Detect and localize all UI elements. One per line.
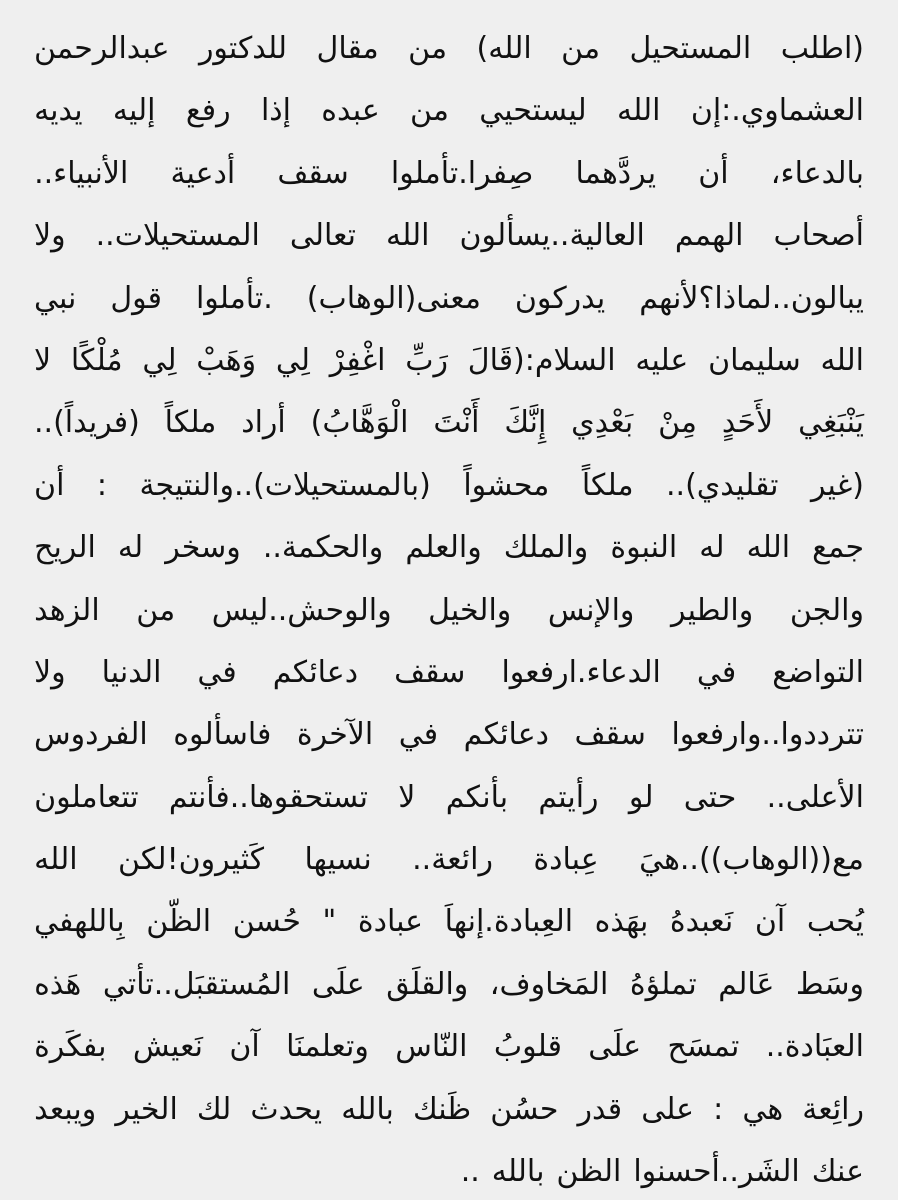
word: رفع [185, 93, 231, 129]
word: مقال [316, 31, 379, 66]
word: تتعاملون [34, 779, 139, 815]
word: ويبعد [34, 1091, 97, 1127]
text-line [34, 1016, 864, 1078]
word: سقف [394, 654, 466, 690]
text-line [34, 143, 864, 205]
word: بأنكم [445, 779, 509, 815]
word: أَنْتَ [433, 405, 480, 441]
word: السلام:(قَالَ [467, 342, 616, 378]
word: يديه [34, 93, 83, 129]
word: (بالمستحيلات)..والنتيجة [139, 467, 431, 503]
word: وَهَبْ [196, 342, 257, 378]
word: علَى [311, 966, 365, 1002]
word: محشواً [463, 467, 550, 503]
word: بالدعاء، [770, 155, 864, 191]
word: حسُن [490, 1091, 559, 1127]
word: رأيتم [538, 779, 599, 815]
word: له [699, 530, 725, 566]
word: بالله [491, 1154, 545, 1190]
word: يحدث [250, 1091, 323, 1127]
word: ولا [34, 654, 66, 690]
word: ظَنك [412, 1091, 472, 1127]
word: .تأملوا [195, 280, 273, 316]
word: ولا [34, 218, 66, 254]
word: أن [698, 155, 729, 191]
word: كَثيرون!لكن [118, 842, 265, 878]
word: المَخاوف، [489, 966, 609, 1002]
word: بالله [341, 1091, 394, 1127]
word: والعلم [405, 530, 482, 566]
word: أدعية [170, 155, 236, 191]
text-line [34, 268, 864, 330]
word: وتعلمنَا [286, 1029, 369, 1065]
word: عليه [635, 342, 689, 378]
word: النّاس [395, 1029, 468, 1065]
word: الله [617, 93, 661, 129]
word: اغْفِرْ [329, 342, 386, 378]
word: مِنْ [658, 405, 697, 441]
word: الله [820, 342, 864, 378]
word: إِنَّكَ [504, 405, 547, 441]
word: في [398, 717, 439, 753]
word: يدركون [514, 280, 606, 316]
word: حُسن [232, 904, 301, 940]
word: الله [34, 842, 78, 878]
word: النبوة [610, 530, 678, 566]
word: عِبادة [533, 842, 599, 878]
word: رائِعة [802, 1091, 864, 1127]
word: حتى [683, 779, 737, 815]
word: للدكتور [198, 31, 288, 66]
word: لك [196, 1091, 232, 1127]
word: الخير [115, 1091, 178, 1127]
word: الأنبياء.. [34, 155, 129, 191]
word: نبي [34, 280, 77, 316]
word: من [136, 592, 176, 628]
word: : [96, 467, 107, 503]
word: يبالون..لماذا؟لأنهم [639, 280, 864, 316]
text-line [34, 891, 864, 953]
word: تملؤهُ [629, 966, 697, 1002]
text-line [34, 1141, 864, 1200]
word: على [641, 1091, 695, 1127]
word: دعائكم [272, 654, 359, 690]
word: مُلْكًا [70, 342, 123, 378]
word: ملكاً [581, 467, 634, 503]
word: المُستقبَل..تأتي [102, 966, 291, 1002]
word: من [410, 93, 449, 129]
word: تعالى [289, 218, 356, 254]
text-line [34, 205, 864, 267]
word: ليستحيي [479, 93, 587, 129]
word: نَعبدهُ [669, 904, 734, 940]
word: رائعة.. [412, 842, 493, 878]
word: علَى [588, 1029, 642, 1065]
text-line [34, 392, 864, 454]
word: تستحقوها..فأنتم [168, 779, 369, 815]
word: الله) [476, 31, 532, 66]
word: قلوبُ [493, 1029, 562, 1065]
word: الآخرة [296, 717, 374, 753]
text-line [34, 829, 864, 891]
word: قدر [577, 1091, 623, 1127]
word: : [713, 1091, 724, 1127]
text-line [34, 517, 864, 579]
word: عبادة [357, 904, 424, 940]
word: رَبِّ [405, 342, 449, 378]
word: دعائكم [463, 717, 549, 753]
word: والخيل [428, 592, 512, 628]
word: لِي [275, 342, 310, 378]
word: في [197, 654, 237, 690]
word: تمسَح [667, 1029, 740, 1065]
word: لو [628, 779, 654, 815]
word: الأعلى.. [766, 779, 864, 815]
word: عبدالرحمن [34, 31, 170, 66]
word: وسخر [165, 530, 241, 566]
word: بفكَرة [34, 1029, 107, 1065]
word: يَنْبَغِي [798, 405, 864, 441]
word: والطير [671, 592, 754, 628]
word: الظّن [146, 904, 212, 940]
word: صِفرا.تأملوا [390, 155, 534, 191]
word: إليه [112, 93, 156, 129]
word: المستحيلات.. [95, 218, 260, 254]
word: يردَّهما [575, 155, 657, 191]
word: فاسألوه [173, 717, 272, 753]
word: جمع [812, 530, 864, 566]
word: لِي [142, 342, 177, 378]
text-line [34, 580, 864, 642]
word: العِبادة.إنهاَ [444, 904, 574, 940]
word: وسَط [795, 966, 864, 1002]
word: آن [754, 904, 786, 940]
text-line [34, 18, 864, 80]
word: من [408, 31, 448, 66]
text-line [34, 954, 864, 1016]
word: أراد [241, 405, 286, 441]
word: الريح [34, 530, 96, 566]
word: " [322, 904, 337, 940]
text-line [34, 1079, 864, 1141]
word: آن [229, 1029, 260, 1065]
word: (اطلب [780, 31, 864, 66]
word: في [696, 654, 737, 690]
word: بِاللهفي [34, 904, 125, 940]
word: الشَر..أحسنوا [633, 1154, 800, 1190]
word: إذا [260, 93, 291, 129]
word: بَعْدِي [571, 405, 634, 441]
word: والجن [789, 592, 864, 628]
word: الدعاء.ارفعوا [501, 654, 661, 690]
word: عنك [811, 1154, 864, 1190]
word: الظن [556, 1154, 622, 1190]
word: والوحش..ليس [211, 592, 392, 628]
word: سقف [277, 155, 349, 191]
word: له [117, 530, 144, 566]
text-line [34, 767, 864, 829]
word: الهمم [674, 218, 744, 254]
text-body [34, 18, 864, 1200]
word: معنى(الوهاب) [306, 280, 481, 316]
word: سليمان [708, 342, 801, 378]
word: هَذه [34, 966, 82, 1002]
word: والإنس [547, 592, 635, 628]
word: الفردوس [34, 717, 148, 753]
word: تقليدي).. [666, 467, 779, 503]
word: تترددوا..وارفعوا [671, 717, 864, 753]
word: نَعيش [132, 1029, 203, 1065]
word: أصحاب [773, 218, 864, 254]
word: من [561, 31, 601, 66]
word: العشماوي.:إن [690, 93, 864, 129]
text-line [34, 642, 864, 704]
word: (غير [811, 467, 864, 503]
word: لأَحَدٍ [721, 405, 774, 441]
word: والقلَق [386, 966, 469, 1002]
word: العبَادة.. [765, 1029, 864, 1065]
word: الْوَهَّابُ) [310, 405, 409, 441]
word: لا [34, 342, 52, 378]
word: الله [385, 218, 430, 254]
word: أن [34, 467, 65, 503]
word: قول [110, 280, 162, 316]
word: والحكمة.. [262, 530, 384, 566]
word: المستحيل [629, 31, 752, 66]
word: عَالم [718, 966, 775, 1002]
word: يُحب [806, 904, 864, 940]
text-line [34, 80, 864, 142]
word: الدنيا [101, 654, 162, 690]
text-line [34, 704, 864, 766]
word: بهَذه [594, 904, 649, 940]
word: سقف [574, 717, 646, 753]
word: الزهد [34, 592, 100, 628]
word: ملكاً [164, 405, 217, 441]
text-line [34, 330, 864, 392]
word: .. [460, 1154, 480, 1190]
word: هي [742, 1091, 784, 1127]
word: مع((الوهاب))..هيَ [639, 842, 864, 878]
word: الله [746, 530, 791, 566]
word: عبده [321, 93, 380, 129]
word: (فريداً).. [34, 405, 140, 441]
word: والملك [503, 530, 589, 566]
word: نسيها [304, 842, 372, 878]
word: العالية..يسألون [459, 218, 645, 254]
text-line [34, 455, 864, 517]
word: لا [398, 779, 416, 815]
word: التواضع [772, 654, 864, 690]
